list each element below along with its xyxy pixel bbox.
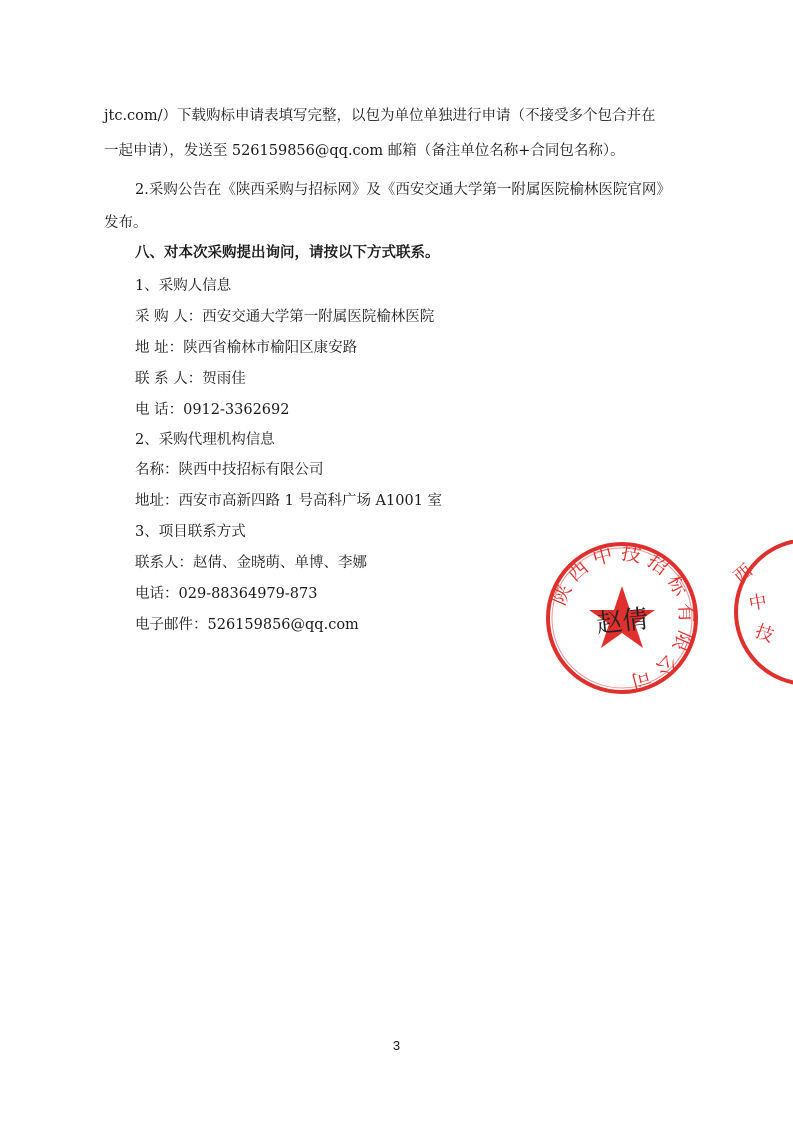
paragraph-line: 发布。 bbox=[104, 215, 148, 231]
paragraph-line: 2.采购公告在《陕西采购与招标网》及《西安交通大学第一附属医院榆林医院官网》 bbox=[135, 182, 671, 198]
paragraph-line: 一起申请），发送至 526159856@qq.com 邮箱（备注单位名称+合同包名称）。 bbox=[104, 143, 625, 159]
project-email: 电子邮件：526159856@qq.com bbox=[135, 617, 359, 633]
subheading: 2、采购代理机构信息 bbox=[135, 432, 275, 448]
page-number: 3 bbox=[392, 1038, 401, 1053]
paragraph-line: jtc.com/）下载购标申请表填写完整，以包为单位单独进行申请（不接受多个包合并在 bbox=[104, 108, 656, 124]
agency-address: 地址：西安市高新四路 1 号高科广场 A1001 室 bbox=[135, 493, 443, 509]
handwritten-signature: 赵倩 bbox=[594, 604, 650, 640]
svg-text:中: 中 bbox=[747, 591, 769, 615]
project-contacts: 联系人：赵倩、金晓萌、单博、李娜 bbox=[135, 555, 367, 571]
project-phone: 电话：029-88364979-873 bbox=[135, 586, 318, 602]
svg-text:技: 技 bbox=[752, 620, 777, 647]
section-heading: 八、对本次采购提出询问，请按以下方式联系。 bbox=[135, 244, 440, 261]
svg-text:西: 西 bbox=[729, 560, 758, 588]
purchaser-contact: 联 系 人：贺雨佳 bbox=[135, 371, 246, 387]
purchaser-name: 采 购 人：西安交通大学第一附属医院榆林医院 bbox=[135, 309, 435, 325]
agency-name: 名称：陕西中技招标有限公司 bbox=[135, 462, 324, 478]
subheading: 3、项目联系方式 bbox=[135, 524, 246, 540]
partial-seal bbox=[728, 540, 793, 685]
purchaser-address: 地 址：陕西省榆林市榆阳区康安路 bbox=[135, 340, 358, 356]
company-seal bbox=[542, 538, 702, 698]
seal-text: 陕西中技招标有限公司 bbox=[546, 539, 700, 696]
purchaser-phone: 电 话：0912-3362692 bbox=[135, 402, 290, 418]
subheading: 1、采购人信息 bbox=[135, 278, 232, 294]
